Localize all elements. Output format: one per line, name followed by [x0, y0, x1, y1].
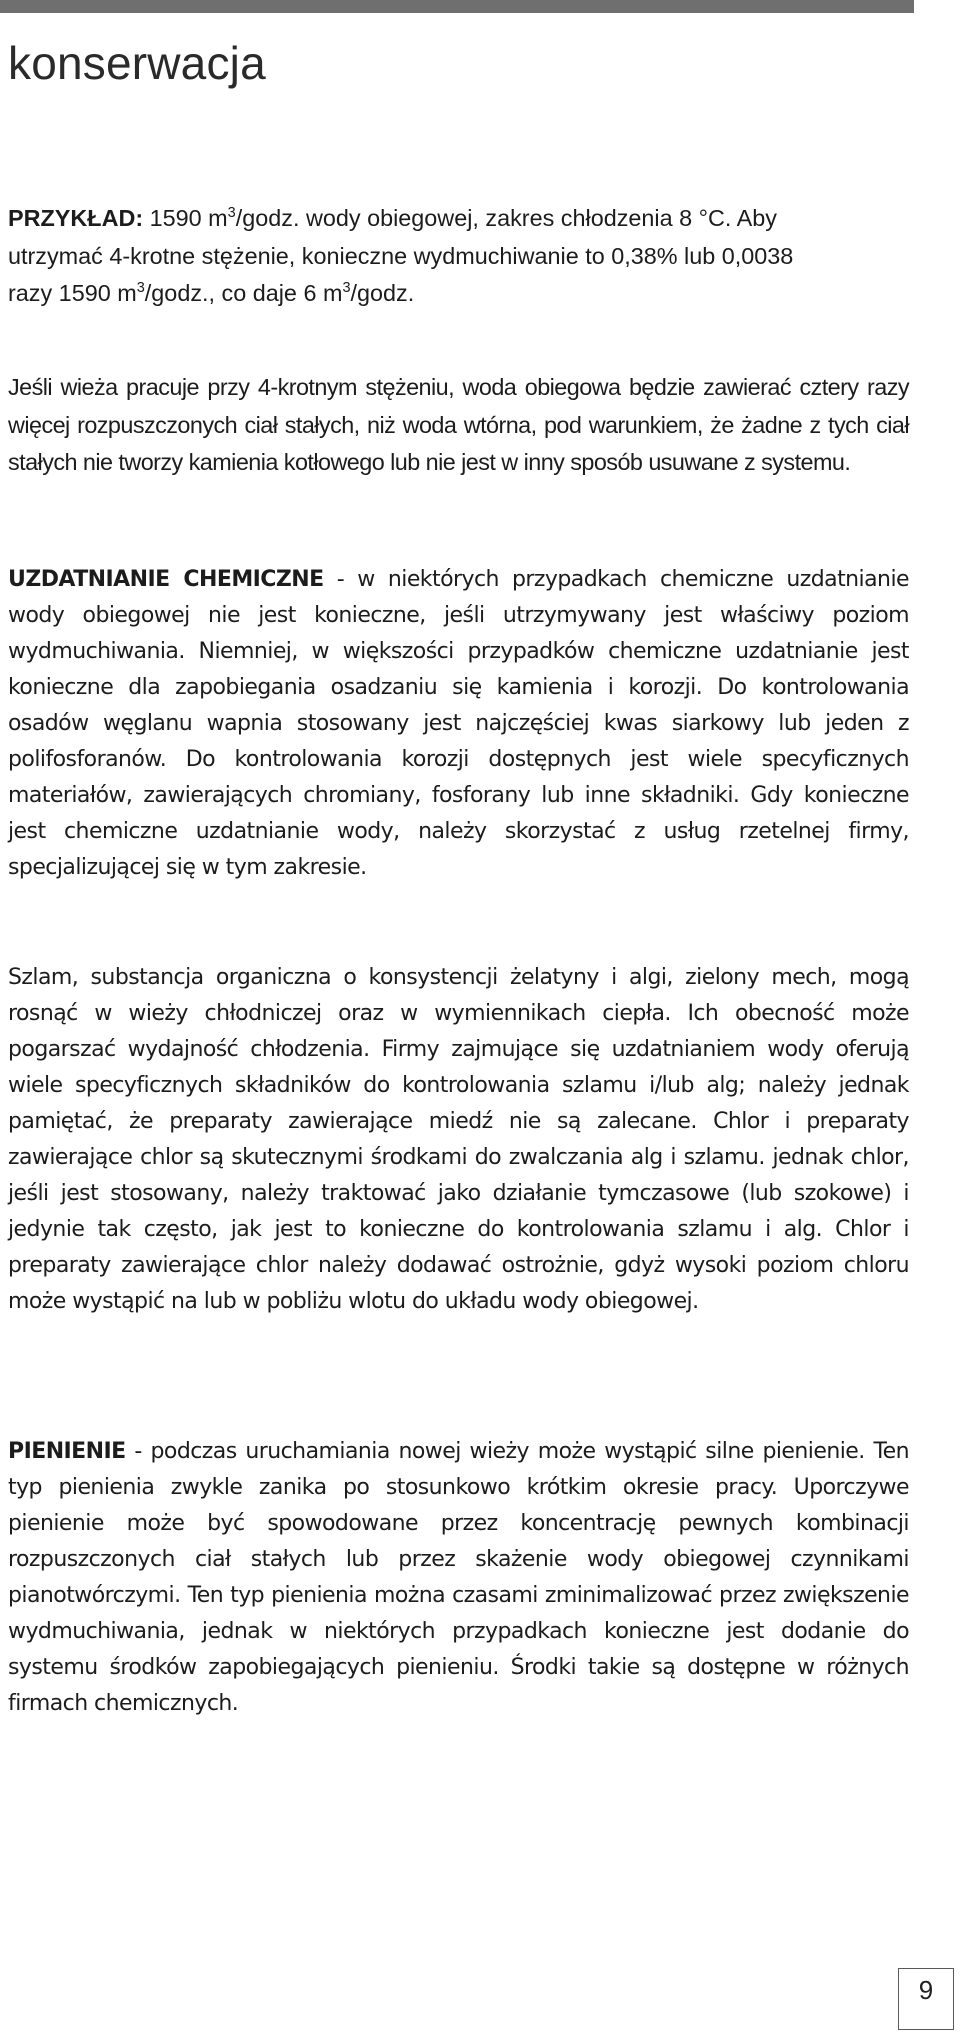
slime-paragraph: Szlam, substancja organiczna o konsystencji żelatyny i algi, zielony mech, mogą rosnąć w wieży chłodniczej oraz w wymiennikach ciepła. Ich obecność może pogarszać wydajność chłodzenia. Firmy zajmujące się uzdatnianiem wody oferują wiele specyficznych składników do kontrolowania szlamu i/lub alg; należy jednak pamiętać, że preparaty zawierające miedź nie są zalecane. Chlor i preparaty zawierające chlor są skutecznymi środkami do zwalczania alg i szlamu. jednak chlor, jeśli jest stosowany, należy traktować jako działanie tymczasowe (lub szokowe) i jedynie tak często, jak jest to konieczne do kontrolowania szlamu i alg. Chlor i preparaty zawierające chlor należy dodawać ostrożnie, gdyż wysoki poziom chloru może wystąpić na lub w pobliżu wlotu do układu wody obiegowej.	[8, 965, 909, 1314]
chemical-treatment-label: UZDATNIANIE CHEMICZNE	[8, 567, 324, 592]
example-text-3b: /godz., co daje 6 m	[144, 280, 343, 306]
example-text-1a: 1590 m	[143, 205, 228, 231]
header-bar	[0, 0, 914, 13]
example-text-3c: /godz.	[350, 280, 415, 306]
foaming-text: - podczas uruchamiania nowej wieży może wystąpić silne pienienie. Ten typ pienienia zwykle zanika po stosunkowo krótkim okresie pracy. Uporczywe pienienie może być spowodowane przez koncentrację pewnych kombinacji rozpuszczonych ciał stałych lub przez skażenie wody obiegowej czynnikami pianotwórczymi. Ten typ pienienia można czasami zminimalizować przez zwiększenie wydmuchiwania, jednak w niektórych przypadkach konieczne jest dodanie do systemu środków zapobiegających pienieniu. Środki takie są dostępne w różnych firmach chemicznych.	[8, 1439, 909, 1716]
example-line-2: utrzymać 4-krotne stężenie, konieczne wydmuchiwanie to 0,38% lub 0,0038	[8, 242, 794, 269]
example-line-3	[8, 275, 909, 313]
chemical-treatment-paragraph	[8, 562, 909, 886]
page-number: 9	[898, 1968, 954, 2030]
example-label: PRZYKŁAD:	[8, 205, 144, 231]
example-text-1b: /godz. wody obiegowej, zakres chłodzenia 8 °C. Aby	[235, 205, 777, 231]
example-text-3a: razy 1590 m	[8, 280, 137, 306]
chemical-treatment-text: - w niektórych przypadkach chemiczne uzdatnianie wody obiegowej nie jest konieczne, jeśli utrzymywany jest właściwy poziom wydmuchiwania. Niemniej, w większości przypadków chemiczne uzdatnianie jest konieczne dla zapobiegania osadzaniu się kamienia i korozji. Do kontrolowania osadów węglanu wapnia stosowany jest najczęściej kwas siarkowy lub jeden z polifosforanów. Do kontrolowania korozji dostępnych jest wiele specyficznych materiałów, zawierających chromiany, fosforany lub inne składniki. Gdy konieczne jest chemiczne uzdatnianie wody, należy skorzystać z usług rzetelnej firmy, specjalizującej się w tym zakresie.	[8, 567, 909, 880]
example-line-1	[8, 200, 909, 238]
superscript: 3	[342, 280, 351, 296]
superscript: 3	[227, 205, 236, 221]
foaming-paragraph	[8, 1434, 909, 1722]
example-paragraph	[8, 200, 909, 313]
page-title: konserwacja	[8, 37, 266, 89]
concentration-paragraph: Jeśli wieża pracuje przy 4-krotnym stężeniu, woda obiegowa będzie zawierać cztery razy więcej rozpuszczonych ciał stałych, niż woda wtórna, pod warunkiem, że żadne z tych ciał stałych nie tworzy kamienia kotłowego lub nie jest w inny sposób usuwane z systemu.	[8, 374, 909, 475]
superscript: 3	[136, 280, 145, 296]
foaming-label: PIENIENIE	[8, 1439, 126, 1464]
